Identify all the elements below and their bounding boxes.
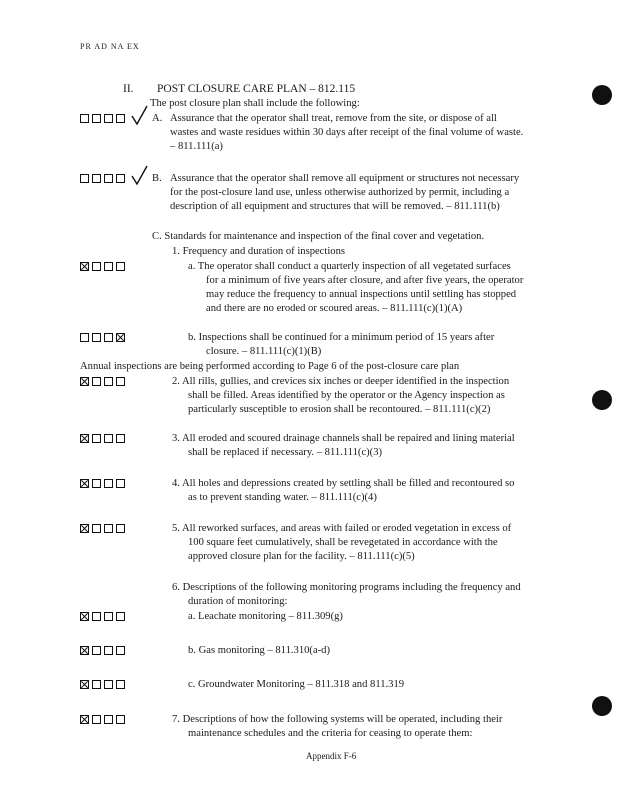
checkbox-2[interactable]	[92, 377, 101, 386]
section-title: POST CLOSURE CARE PLAN – 812.115	[157, 83, 356, 95]
checkbox-1-checked[interactable]	[80, 524, 89, 533]
item-6a-text: a. Leachate monitoring – 811.309(g)	[188, 611, 343, 622]
checkbox-row-5[interactable]	[80, 524, 125, 533]
item-6c-text: c. Groundwater Monitoring – 811.318 and 811.319	[188, 679, 405, 690]
checkbox-1-checked[interactable]	[80, 646, 89, 655]
checkbox-4[interactable]	[116, 479, 125, 488]
item-3-line-1: 3. All eroded and scoured drainage channels shall be repaired and lining material	[172, 433, 515, 444]
checkbox-3[interactable]	[104, 262, 113, 271]
checkbox-3[interactable]	[104, 434, 113, 443]
item-b-letter: B.	[152, 173, 162, 184]
checkbox-4[interactable]	[116, 174, 125, 183]
item-b-line-2: for the post-closure land use, unless otherwise authorized by permit, including a	[170, 187, 510, 198]
checkbox-4[interactable]	[116, 646, 125, 655]
section-number: II.	[123, 83, 134, 95]
checkbox-row-a[interactable]	[80, 114, 125, 123]
intro-text: The post closure plan shall include the following:	[150, 98, 360, 109]
punch-hole-icon	[592, 85, 612, 105]
punch-hole-icon	[592, 696, 612, 716]
checkbox-3[interactable]	[104, 114, 113, 123]
handwritten-check-icon	[128, 104, 150, 128]
item-b-line-1: Assurance that the operator shall remove all equipment or structures not necessary	[170, 173, 520, 184]
checkbox-1-checked[interactable]	[80, 680, 89, 689]
checkbox-2[interactable]	[92, 680, 101, 689]
checkbox-row-3[interactable]	[80, 434, 125, 443]
header-code: PR AD NA EX	[80, 42, 140, 51]
item-2-line-3: particularly susceptible to erosion shall be recontoured. – 811.111(c)(2)	[188, 404, 491, 415]
checkbox-4[interactable]	[116, 434, 125, 443]
item-2-line-2: shall be filled. Areas identified by the operator or the Agency inspection as	[188, 390, 505, 401]
checkbox-1[interactable]	[80, 333, 89, 342]
punch-hole-icon	[592, 390, 612, 410]
checkbox-2[interactable]	[92, 333, 101, 342]
checkbox-3[interactable]	[104, 524, 113, 533]
checkbox-2[interactable]	[92, 479, 101, 488]
checkbox-row-6b[interactable]	[80, 646, 125, 655]
checkbox-row-6c[interactable]	[80, 680, 125, 689]
checkbox-2[interactable]	[92, 646, 101, 655]
item-4-line-1: 4. All holes and depressions created by settling shall be filled and recontoured so	[172, 478, 515, 489]
item-c1b-line-1: b. Inspections shall be continued for a minimum period of 15 years after	[188, 332, 495, 343]
item-6-line-1: 6. Descriptions of the following monitoring programs including the frequency and	[172, 582, 521, 593]
item-c1a-line-2: for a minimum of five years after closure, and after five years, the operator	[206, 275, 524, 286]
checkbox-3[interactable]	[104, 715, 113, 724]
item-b-line-3: description of all equipment and structures that will be removed. – 811.111(b)	[170, 201, 500, 212]
checkbox-4[interactable]	[116, 114, 125, 123]
checkbox-4[interactable]	[116, 612, 125, 621]
checkbox-3[interactable]	[104, 377, 113, 386]
checkbox-1[interactable]	[80, 114, 89, 123]
item-5-line-2: 100 square feet cumulatively, shall be revegetated in accordance with the	[188, 537, 498, 548]
item-c-sub1: 1. Frequency and duration of inspections	[172, 246, 345, 257]
page-footer: Appendix F-6	[306, 751, 357, 761]
checkbox-4[interactable]	[116, 524, 125, 533]
checkbox-2[interactable]	[92, 612, 101, 621]
checkbox-row-4[interactable]	[80, 479, 125, 488]
checkbox-row-c1b[interactable]	[80, 333, 125, 342]
checkbox-1[interactable]	[80, 174, 89, 183]
checkbox-row-6a[interactable]	[80, 612, 125, 621]
checkbox-2[interactable]	[92, 114, 101, 123]
checkbox-2[interactable]	[92, 524, 101, 533]
checkbox-4[interactable]	[116, 715, 125, 724]
checkbox-2[interactable]	[92, 262, 101, 271]
item-5-line-1: 5. All reworked surfaces, and areas with failed or eroded vegetation in excess of	[172, 523, 512, 534]
checkbox-4[interactable]	[116, 680, 125, 689]
item-7-line-1: 7. Descriptions of how the following systems will be operated, including their	[172, 714, 503, 725]
checkbox-1-checked[interactable]	[80, 479, 89, 488]
item-2-line-1: 2. All rills, gullies, and crevices six inches or deeper identified in the inspection	[172, 376, 510, 387]
checkbox-3[interactable]	[104, 646, 113, 655]
checkbox-3[interactable]	[104, 680, 113, 689]
item-c1a-line-3: may reduce the frequency to annual inspections until settling has stopped	[206, 289, 517, 300]
item-a-letter: A.	[152, 113, 163, 124]
checkbox-3[interactable]	[104, 479, 113, 488]
checkbox-4-checked[interactable]	[116, 333, 125, 342]
item-c-line: C. Standards for maintenance and inspection of the final cover and vegetation.	[152, 231, 485, 242]
checkbox-1-checked[interactable]	[80, 715, 89, 724]
item-c1a-line-4: and there are no eroded or scoured areas. – 811.111(c)(1)(A)	[206, 303, 463, 314]
checkbox-3[interactable]	[104, 333, 113, 342]
item-6-line-2: duration of monitoring:	[188, 596, 288, 607]
item-a-line-3: – 811.111(a)	[170, 141, 223, 152]
checkbox-1-checked[interactable]	[80, 612, 89, 621]
checkbox-2[interactable]	[92, 715, 101, 724]
checkbox-2[interactable]	[92, 174, 101, 183]
checkbox-2[interactable]	[92, 434, 101, 443]
checkbox-4[interactable]	[116, 262, 125, 271]
handwritten-check-icon	[128, 164, 150, 188]
checkbox-1-checked[interactable]	[80, 434, 89, 443]
annual-inspections-note: Annual inspections are being performed according to Page 6 of the post-closure care plan	[80, 361, 460, 372]
item-4-line-2: as to prevent standing water. – 811.111(c)(4)	[188, 492, 377, 503]
item-a-line-1: Assurance that the operator shall treat, remove from the site, or dispose of all	[170, 113, 497, 124]
item-6b-text: b. Gas monitoring – 811.310(a-d)	[188, 645, 331, 656]
checkbox-row-b[interactable]	[80, 174, 125, 183]
item-3-line-2: shall be replaced if necessary. – 811.111(c)(3)	[188, 447, 383, 458]
checkbox-row-c1a[interactable]	[80, 262, 125, 271]
item-a-line-2: wastes and waste residues within 30 days after receipt of the final volume of waste.	[170, 127, 524, 138]
item-c1b-line-2: closure. – 811.111(c)(1)(B)	[206, 346, 322, 357]
checkbox-1-checked[interactable]	[80, 377, 89, 386]
checkbox-3[interactable]	[104, 612, 113, 621]
checkbox-1-checked[interactable]	[80, 262, 89, 271]
checkbox-row-7[interactable]	[80, 715, 125, 724]
checkbox-3[interactable]	[104, 174, 113, 183]
checkbox-row-2[interactable]	[80, 377, 125, 386]
item-7-line-2: maintenance schedules and the criteria for ceasing to operate them:	[188, 728, 473, 739]
item-5-line-3: approved closure plan for the facility. – 811.111(c)(5)	[188, 551, 415, 562]
checkbox-4[interactable]	[116, 377, 125, 386]
item-c1a-line-1: a. The operator shall conduct a quarterly inspection of all vegetated surfaces	[188, 261, 511, 272]
